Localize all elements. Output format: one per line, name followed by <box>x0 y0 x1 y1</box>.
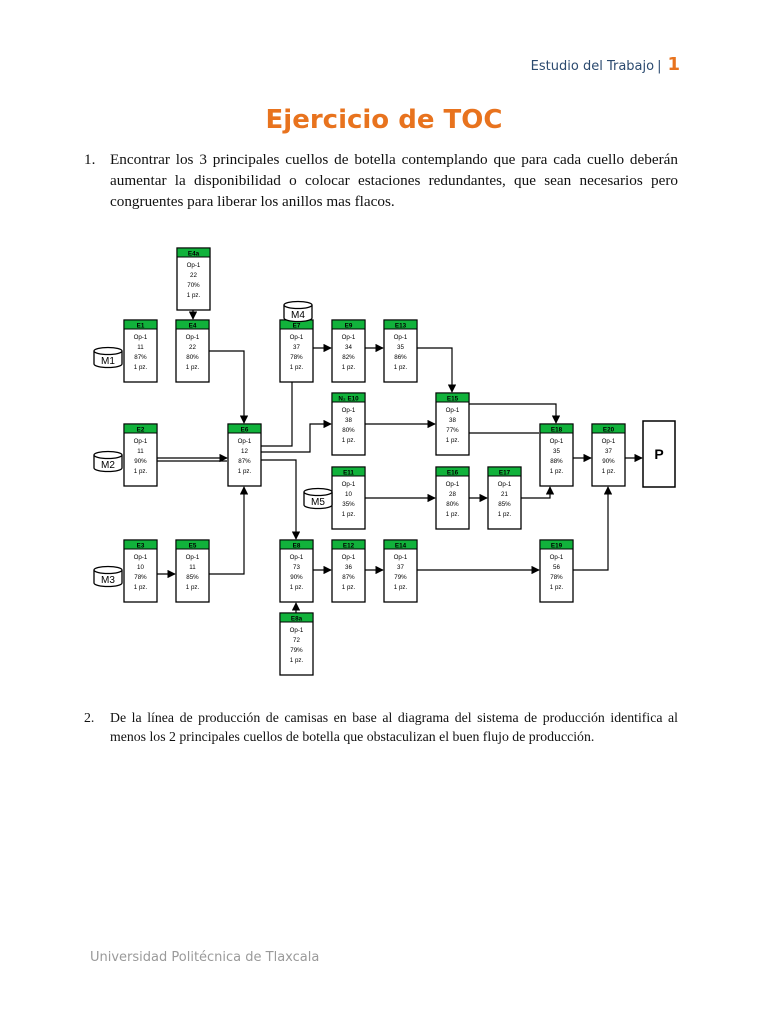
machine-m3-icon <box>94 567 122 587</box>
station-eff: 78% <box>134 574 147 581</box>
page-header <box>531 54 680 75</box>
question-1-text: Encontrar los 3 principales cuellos de botella contemplando que para cada cuello deberán aumentar la disponibilidad o colocar estaciones redundantes, que sean necesarios pero congruentes para liberar los anillos mas flacos. <box>110 151 678 210</box>
station-e8a <box>280 613 313 675</box>
station-time: 10 <box>345 491 352 498</box>
station-eff: 78% <box>550 574 563 581</box>
station-time: 22 <box>190 272 197 279</box>
machine-label: M2 <box>101 460 115 471</box>
flow-connector <box>417 348 452 392</box>
station-eff: 87% <box>342 574 355 581</box>
question-1-number: 1. <box>84 151 96 168</box>
station-eff: 90% <box>290 574 303 581</box>
flow-connector <box>469 404 556 423</box>
station-time: 56 <box>553 564 560 571</box>
station-name: E3 <box>136 542 145 550</box>
station-pz: 1 pz. <box>497 511 512 518</box>
machine-m1-icon <box>94 348 122 368</box>
station-op: Op-1 <box>601 438 616 445</box>
station-eff: 82% <box>342 354 355 361</box>
station-e14 <box>384 540 417 602</box>
station-time: 38 <box>449 417 456 424</box>
station-name: E4 <box>188 322 197 330</box>
machine-label: M3 <box>101 575 115 586</box>
station-eff: 86% <box>394 354 407 361</box>
station-op: Op-1 <box>549 554 564 561</box>
station-eff: 78% <box>290 354 303 361</box>
station-name: N₂ E10 <box>338 395 359 403</box>
station-op: Op-1 <box>445 407 460 414</box>
production-flow-diagram <box>80 238 700 688</box>
machine-m5-icon <box>304 489 332 509</box>
station-eff: 80% <box>342 427 355 434</box>
station-name: E17 <box>498 469 511 477</box>
station-pz: 1 pz. <box>393 364 408 371</box>
station-pz: 1 pz. <box>289 584 304 591</box>
station-name: E13 <box>394 322 407 330</box>
station-time: 37 <box>293 344 300 351</box>
station-e12 <box>332 540 365 602</box>
station-e1 <box>124 320 157 382</box>
station-op: Op-1 <box>549 438 564 445</box>
station-eff: 35% <box>342 501 355 508</box>
output-node <box>643 421 675 487</box>
station-eff: 77% <box>446 427 459 434</box>
station-eff: 85% <box>186 574 199 581</box>
station-pz: 1 pz. <box>185 364 200 371</box>
station-pz: 1 pz. <box>289 364 304 371</box>
station-e13 <box>384 320 417 382</box>
station-name: E9 <box>344 322 353 330</box>
station-op: Op-1 <box>497 481 512 488</box>
station-e7 <box>280 320 313 382</box>
station-eff: 87% <box>238 458 251 465</box>
question-2-number: 2. <box>84 710 95 725</box>
station-op: Op-1 <box>185 334 200 341</box>
station-e4a <box>177 248 210 310</box>
station-op: Op-1 <box>133 554 148 561</box>
station-name: E12 <box>342 542 355 550</box>
station-op: Op-1 <box>237 438 252 445</box>
station-name: E8 <box>292 542 301 550</box>
station-op: Op-1 <box>393 554 408 561</box>
station-op: Op-1 <box>185 554 200 561</box>
station-pz: 1 pz. <box>549 468 564 475</box>
station-name: E19 <box>550 542 563 550</box>
station-eff: 87% <box>134 354 147 361</box>
station-time: 11 <box>189 564 196 571</box>
station-eff: 79% <box>290 647 303 654</box>
station-eff: 90% <box>602 458 615 465</box>
station-op: Op-1 <box>341 334 356 341</box>
station-e18 <box>540 424 573 486</box>
flow-connector <box>261 424 331 452</box>
station-time: 35 <box>397 344 404 351</box>
station-name: E15 <box>446 395 459 403</box>
station-op: Op-1 <box>393 334 408 341</box>
station-time: 38 <box>345 417 352 424</box>
station-e2 <box>124 424 157 486</box>
station-e8 <box>280 540 313 602</box>
station-op: Op-1 <box>289 554 304 561</box>
machine-m2-icon <box>94 452 122 472</box>
station-e4 <box>176 320 209 382</box>
station-name: E14 <box>394 542 407 550</box>
station-op: Op-1 <box>445 481 460 488</box>
station-time: 34 <box>345 344 352 351</box>
header-doc-title: Estudio del Trabajo <box>530 59 655 74</box>
header-separator: | <box>657 59 662 74</box>
station-time: 28 <box>449 491 456 498</box>
station-pz: 1 pz. <box>133 468 148 475</box>
flow-connector <box>261 460 296 539</box>
station-pz: 1 pz. <box>341 511 356 518</box>
station-eff: 88% <box>550 458 563 465</box>
station-pz: 1 pz. <box>186 292 201 299</box>
station-name: E7 <box>292 322 301 330</box>
station-time: 37 <box>605 448 612 455</box>
station-pz: 1 pz. <box>445 437 460 444</box>
output-label: P <box>654 446 664 462</box>
station-op: Op-1 <box>289 627 304 634</box>
station-pz: 1 pz. <box>237 468 252 475</box>
station-name: E20 <box>602 426 615 434</box>
station-time: 36 <box>345 564 352 571</box>
station-e10 <box>332 393 365 455</box>
station-name: E1 <box>136 322 145 330</box>
machine-label: M5 <box>311 497 325 508</box>
station-name: E16 <box>446 469 459 477</box>
station-op: Op-1 <box>186 262 201 269</box>
flow-connector <box>521 487 550 498</box>
station-time: 37 <box>397 564 404 571</box>
station-e17 <box>488 467 521 529</box>
station-e20 <box>592 424 625 486</box>
station-name: E2 <box>136 426 145 434</box>
station-time: 11 <box>137 448 144 455</box>
station-pz: 1 pz. <box>601 468 616 475</box>
station-e15 <box>436 393 469 455</box>
station-time: 72 <box>293 637 300 644</box>
station-eff: 80% <box>446 501 459 508</box>
station-pz: 1 pz. <box>133 364 148 371</box>
station-pz: 1 pz. <box>133 584 148 591</box>
page-title: Ejercicio de TOC <box>265 105 503 135</box>
question-2 <box>84 708 678 746</box>
station-e3 <box>124 540 157 602</box>
station-time: 35 <box>553 448 560 455</box>
station-op: Op-1 <box>133 438 148 445</box>
machine-label: M1 <box>101 356 115 367</box>
flow-connector <box>573 487 608 570</box>
station-eff: 80% <box>186 354 199 361</box>
station-op: Op-1 <box>133 334 148 341</box>
station-pz: 1 pz. <box>341 437 356 444</box>
station-time: 21 <box>501 491 508 498</box>
station-time: 12 <box>241 448 248 455</box>
machine-m4-icon <box>284 302 312 322</box>
station-pz: 1 pz. <box>445 511 460 518</box>
station-e19 <box>540 540 573 602</box>
station-pz: 1 pz. <box>341 584 356 591</box>
station-e9 <box>332 320 365 382</box>
station-e16 <box>436 467 469 529</box>
flow-connector <box>209 487 244 574</box>
machine-label: M4 <box>291 310 305 321</box>
station-name: E6 <box>240 426 249 434</box>
station-pz: 1 pz. <box>549 584 564 591</box>
station-op: Op-1 <box>289 334 304 341</box>
station-pz: 1 pz. <box>185 584 200 591</box>
station-name: E18 <box>550 426 563 434</box>
station-e5 <box>176 540 209 602</box>
question-2-text: De la línea de producción de camisas en base al diagrama del sistema de producción identifica al menos los 2 principales cuellos de botella que obstaculizan el buen flujo de producción. <box>110 710 678 744</box>
station-eff: 90% <box>134 458 147 465</box>
flow-connector <box>209 351 244 423</box>
station-time: 11 <box>137 344 144 351</box>
station-op: Op-1 <box>341 407 356 414</box>
station-op: Op-1 <box>341 481 356 488</box>
station-eff: 85% <box>498 501 511 508</box>
station-name: E8a <box>290 615 303 623</box>
station-pz: 1 pz. <box>341 364 356 371</box>
page-number: 1 <box>667 54 680 75</box>
question-1 <box>84 149 678 212</box>
station-name: E11 <box>343 469 354 477</box>
station-e6 <box>228 424 261 486</box>
station-name: E5 <box>188 542 197 550</box>
station-pz: 1 pz. <box>393 584 408 591</box>
station-time: 73 <box>293 564 300 571</box>
page-footer: Universidad Politécnica de Tlaxcala <box>90 950 320 965</box>
station-e11 <box>332 467 365 529</box>
station-op: Op-1 <box>341 554 356 561</box>
station-eff: 79% <box>394 574 407 581</box>
station-eff: 70% <box>187 282 200 289</box>
station-pz: 1 pz. <box>289 657 304 664</box>
station-name: E4a <box>187 250 200 258</box>
station-time: 10 <box>137 564 144 571</box>
station-time: 22 <box>189 344 196 351</box>
